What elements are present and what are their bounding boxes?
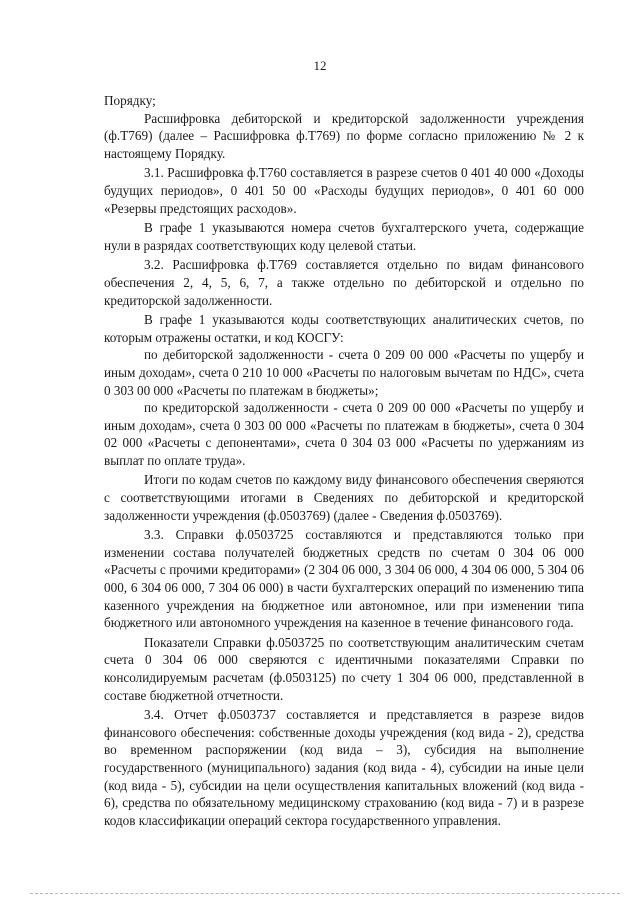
bottom-scan-edge [30,893,620,894]
paragraph-2: Расшифровка дебиторской и кредиторской задолженности учреждения (ф.Т769) (далее – Расшифровка ф.Т769) по форме согласно приложению № 2 к настоящему Порядку. [104,110,584,161]
paragraph-12: 3.4. Отчет ф.0503737 составляется и представляется в разрезе видов финансового обеспечения: собственные доходы учреждения (код вида - 2), средства во временном распоряжении (код вида – 3), субсидия на выполнение государственного (муниципального) задания (код вида - 4), субсидии на иные цели (код вида - 5), субсидии на цели осуществления капитальных вложений (код вида - 6), средства по обязательному медицинскому страхованию (код вида - 7) и в разрезе кодов классификации операций сектора государственного управления. [104,707,584,828]
paragraph-5: 3.2. Расшифровка ф.Т769 составляется отдельно по видам финансового обеспечения 2, 4, 5, 6, 7, а также отдельно по дебиторской и отдельно по кредиторской задолженности. [104,257,584,308]
paragraph-9: Итоги по кодам счетов по каждому виду финансового обеспечения сверяются с соответствующими итогами в Сведениях по дебиторской и кредиторской задолженности учреждения (ф.0503769) (далее - Сведения ф.0503769). [104,472,584,523]
paragraph-3: 3.1. Расшифровка ф.Т760 составляется в разрезе счетов 0 401 40 000 «Доходы будущих периодов», 0 401 50 00 «Расходы будущих периодов», 0 401 60 000 «Резервы предстоящих расходов». [104,165,584,216]
page-number: 12 [313,58,327,73]
paragraph-1: Порядку; [104,93,156,108]
paragraph-7: по дебиторской задолженности - счета 0 209 00 000 «Расчеты по ущербу и иным доходам», счета 0 210 10 000 «Расчеты по налоговым вычетам по НДС», счета 0 303 00 000 «Расчеты по платежам в бюджеты»; [104,347,584,398]
document-body [104,92,584,829]
paragraph-10: 3.3. Справки ф.0503725 составляются и представляются только при изменении состава получателей бюджетных средств по счетам 0 304 06 000 «Расчеты с прочими кредиторами» (2 304 06 000, 3 304 06 000, 4 304 06 000, 5 304 06 000, 6 304 06 000, 7 304 06 000) в части бухгалтерских операций по изменению типа казенного учреждения на бюджетное или автономное, или при изменении типа бюджетного или автономного учреждения на казенное в течение финансового года. [104,527,584,631]
paragraph-8: по кредиторской задолженности - счета 0 209 00 000 «Расчеты по ущербу и иным доходам», счета 0 303 00 000 «Расчеты по платежам в бюджеты», счета 0 304 02 000 «Расчеты с депонентами», счета 0 304 03 000 «Расчеты по удержаниям из выплат по оплате труда». [104,400,584,468]
paragraph-11: Показатели Справки ф.0503725 по соответствующим аналитическим счетам счета 0 304 06 000 сверяются с идентичными показателями Справки по консолидируемым расчетам (ф.0503125) по счету 1 304 06 000, представленной в составе бюджетной отчетности. [104,634,584,703]
paragraph-4: В графе 1 указываются номера счетов бухгалтерского учета, содержащие нули в разрядах соответствующих коду целевой статьи. [104,220,584,253]
paragraph-6: В графе 1 указываются коды соответствующих аналитических счетов, по которым отражены остатки, и код КОСГУ: [104,312,584,345]
